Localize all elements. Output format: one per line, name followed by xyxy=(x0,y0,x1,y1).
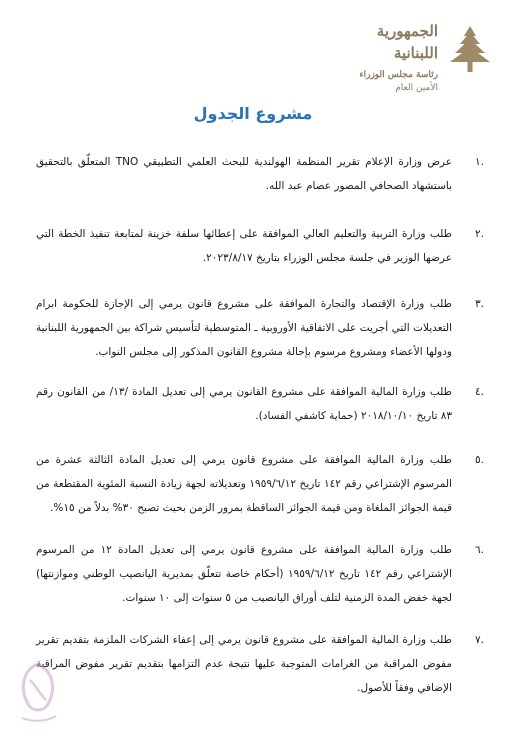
agenda-item xyxy=(36,292,484,364)
letterhead xyxy=(342,14,492,96)
agenda-item-number: .٢ xyxy=(475,228,484,240)
agenda-item xyxy=(36,150,484,198)
agenda-item xyxy=(36,222,484,270)
agenda-item-text: طلب وزارة المالية الموافقة على مشروع القانون يرمي إلى تعديل المادة /١٣/ من القانون رقم ٨٣ تاريخ ٢٠١٨/١٠/١٠ (حماية كاشفي الفساد). xyxy=(36,386,453,422)
secretary-general-label: الأمين العام xyxy=(395,83,438,93)
agenda-item-number: .٥ xyxy=(475,454,484,466)
agenda-item xyxy=(36,538,484,610)
agenda-item-text: طلب وزارة المالية الموافقة على مشروع قانون يرمي إلى تعديل المادة الثالثة عشرة من المرسوم الإشتراعي رقم ١٤٢ تاريخ ١٩٥٩/٦/١٢ وتعديلاته لجهة زيادة النسبة المئوية المقتطعة من قيمة الجوائز الملغاة ومن قيمة الجوائز الساقطة بمرور الزمن بحيث تصبح ٣٠% بدلاً من ١٥%. xyxy=(36,454,452,514)
presidency-label: رئاسة مجلس الوزراء xyxy=(359,70,438,80)
agenda-item xyxy=(36,380,484,428)
agenda-item xyxy=(36,448,484,520)
republic-line-1: الجمهورية xyxy=(376,22,438,40)
agenda-item-number: .٦ xyxy=(475,544,484,556)
republic-line-2: اللبنانية xyxy=(393,44,438,62)
watermark-logo-icon xyxy=(12,660,64,728)
agenda-item-text: طلب وزارة التربية والتعليم العالي الموافقة على إعطائها سلفة خزينة لمتابعة تنفيذ الخطة التي عرضها الوزير في جلسة مجلس الوزراء بتاريخ ٢٠٢٣/٨/١٧. xyxy=(36,228,452,264)
document-title: مشروع الجدول xyxy=(193,104,313,123)
agenda-item-number: .١ xyxy=(475,156,484,168)
cedar-emblem-icon xyxy=(448,24,492,74)
agenda-item-text: عرض وزارة الإعلام تقرير المنظمة الهولندية للبحث العلمي التطبيقي TNO المتعلّق بالتحقيق باستشهاد الصحافي المصور عصام عبد الله. xyxy=(36,156,452,192)
agenda-item-text: طلب وزارة المالية الموافقة على مشروع قانون يرمي إلى تعديل المادة ١٢ من المرسوم الإشتراعي رقم ١٤٢ تاريخ ١٩٥٩/٦/١٢ (أحكام خاصة تتعلّق بمديرية اليانصيب الوطني وموازنتها) لجهة خفض المدة الزمنية لتلف أوراق اليانصيب من ٥ سنوات إلى ١٠ سنوات. xyxy=(36,544,452,604)
agenda-item xyxy=(36,628,484,700)
agenda-item-number: .٣ xyxy=(475,298,484,310)
agenda-item-text: طلب وزارة الإقتصاد والتجارة الموافقة على مشروع قانون يرمي إلى الإجازة للحكومة ابرام التعديلات التي أجريت على الاتفاقية الأوروبية ـ المتوسطية لتأسيس شراكة بين الجمهورية اللبنانية ودولها الأعضاء ومشروع مرسوم بإحالة مشروع القانون المذكور إلى مجلس النواب. xyxy=(36,298,452,358)
agenda-item-number: .٧ xyxy=(475,634,484,646)
agenda-item-number: .٤ xyxy=(475,386,484,398)
agenda-item-text: طلب وزارة المالية الموافقة على مشروع قانون يرمي إلى إعفاء الشركات الملزمة بتقديم تقرير مفوض المراقبة من الغرامات المتوجبة عليها نتيجة عدم التزامها بتقديم تقرير مفوض المراقبة الإضافي وفقاً للأصول. xyxy=(36,634,452,694)
